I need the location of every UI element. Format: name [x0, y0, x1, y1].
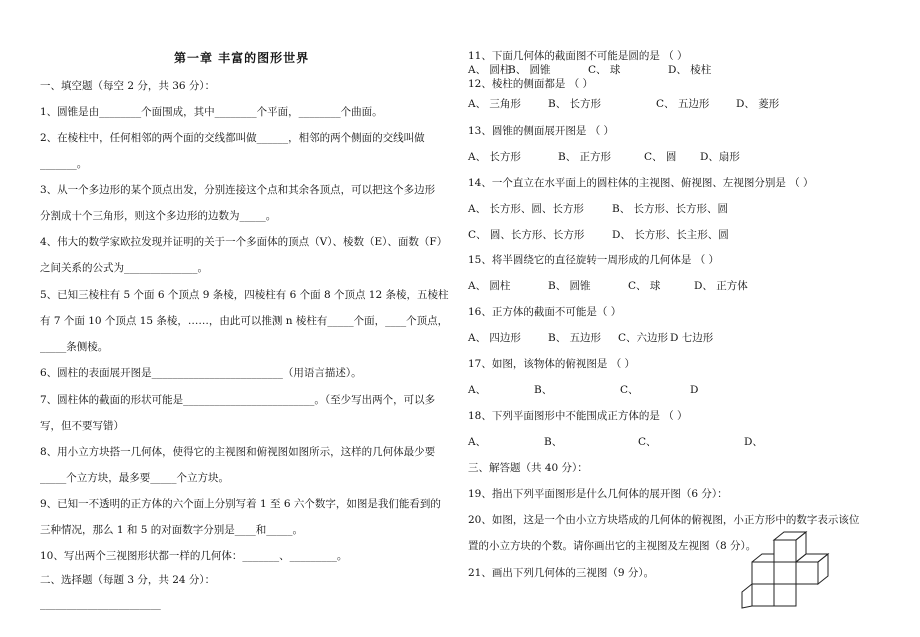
- option: C、: [620, 384, 639, 396]
- option: A、 长方形、圆、长方形: [468, 203, 584, 215]
- answer-options: [468, 64, 898, 77]
- left-line: _____条侧棱。: [40, 341, 109, 353]
- left-line: 三种情况，那么 1 和 5 的对面数字分别是____和_____。: [40, 524, 303, 536]
- option: B、 圆锥: [548, 280, 591, 292]
- option: D: [690, 384, 699, 396]
- option: D 七边形: [670, 332, 714, 344]
- answer-options: [468, 384, 898, 397]
- cube-stack-figure: [740, 528, 830, 610]
- option: C、六边形: [618, 332, 669, 344]
- left-line: 10、写出两个三视图形状都一样的几何体：_______、_________。: [40, 550, 348, 562]
- answer-options: [468, 151, 898, 164]
- right-line: 11、下面几何体的截面图不可能是圆的是 （ ）: [468, 50, 688, 62]
- option: B、 长方形、长方形、圆: [612, 203, 729, 215]
- option: B、 五边形: [548, 332, 602, 344]
- right-line: 16、正方体的截面不可能是（ ）: [468, 306, 622, 318]
- left-line: 5、已知三棱柱有 5 个面 6 个顶点 9 条棱，四棱柱有 6 个面 8 个顶点 12 条棱，五棱柱: [40, 289, 449, 301]
- option: A、 圆柱: [468, 64, 511, 76]
- option: C、 球: [628, 280, 661, 292]
- left-line: 写，但不要写错）: [40, 420, 124, 432]
- left-line: 一、填空题（每空 2 分，共 36 分）：: [40, 80, 216, 92]
- right-line: 12、棱柱的侧面都是 （ ）: [468, 78, 594, 90]
- right-line: 13、圆锥的侧面展开图是 （ ）: [468, 125, 615, 137]
- option: A、 长方形: [468, 151, 521, 163]
- option: D、扇形: [700, 151, 740, 163]
- option: D、 长方形、长主形、圆: [612, 229, 729, 241]
- option: C、 圆、长方形、长方形: [468, 229, 585, 241]
- right-line: 14、一个直立在水平面上的圆柱体的主视图、俯视图、左视图分别是 （ ）: [468, 177, 814, 189]
- option: A、 三角形: [468, 98, 521, 110]
- right-line: 21、画出下列几何体的三视图（9 分）。: [468, 567, 655, 579]
- left-line: 8、用小立方块搭一几何体，使得它的主视图和俯视图如图所示，这样的几何体最少要: [40, 446, 436, 458]
- left-line: 2、在棱柱中，任何相邻的两个面的交线都叫做______，相邻的两个侧面的交线叫做: [40, 132, 425, 144]
- answer-options: [468, 229, 898, 242]
- left-line: _______。: [40, 158, 88, 170]
- option: B、 正方形: [558, 151, 612, 163]
- option: C、: [638, 436, 657, 448]
- right-line: 18、下列平面图形中不能围成正方体的是 （ ）: [468, 410, 688, 422]
- left-line: _____个立方块，最多要_____个立方块。: [40, 472, 229, 484]
- option: A、 四边形: [468, 332, 521, 344]
- left-line: 二、选择题（每题 3 分，共 24 分）：: [40, 574, 216, 586]
- option: D、: [744, 436, 763, 448]
- left-line: _______________________: [40, 598, 161, 610]
- option: A、 圆柱: [468, 280, 511, 292]
- answer-options: [468, 203, 898, 216]
- option: B、 长方形: [548, 98, 602, 110]
- left-line: 6、圆柱的表面展开图是_________________________（用语言描述）。: [40, 367, 362, 379]
- right-line: 置的小立方块的个数。请你画出它的主视图及左视图（8 分）。: [468, 540, 757, 552]
- right-line: 17、如图，该物体的俯视图是 （ ）: [468, 358, 636, 370]
- option: C、 圆: [644, 151, 677, 163]
- left-line: 有 7 个面 10 个顶点 15 条棱，……，由此可以推测 n 棱柱有_____个面，____个顶点，: [40, 315, 449, 327]
- option: A、: [468, 436, 487, 448]
- option: B、: [534, 384, 553, 396]
- option: B、: [544, 436, 563, 448]
- option: D、 棱柱: [668, 64, 712, 76]
- answer-options: [468, 436, 898, 449]
- option: C、 球: [588, 64, 621, 76]
- right-line: 19、指出下列平面图形是什么几何体的展开图（6 分）：: [468, 488, 728, 500]
- left-line: 7、圆柱体的截面的形状可能是_________________________。（至少写出两个，可以多: [40, 394, 436, 406]
- option: C、 五边形: [656, 98, 710, 110]
- left-line: 9、已知一不透明的正方体的六个面上分别写着 1 至 6 六个数字，如图是我们能看到的: [40, 498, 441, 510]
- left-line: 4、伟大的数学家欧拉发现并证明的关于一个多面体的顶点（V）、棱数（E）、面数（F）: [40, 236, 448, 248]
- left-line: 之间关系的公式为______________。: [40, 262, 208, 274]
- left-line: 分割成十个三角形，则这个多边形的边数为_____。: [40, 210, 277, 222]
- left-line: 3、从一个多边形的某个顶点出发，分别连接这个点和其余各顶点，可以把这个多边形: [40, 184, 436, 196]
- option: A、: [468, 384, 487, 396]
- answer-options: [468, 332, 898, 345]
- right-line: 15、将半圆绕它的直径旋转一周形成的几何体是 （ ）: [468, 254, 720, 266]
- option: D、 菱形: [736, 98, 780, 110]
- right-line: 三、解答题（共 40 分）：: [468, 462, 588, 474]
- option: B、 圆锥: [508, 64, 551, 76]
- answer-options: [468, 280, 898, 293]
- page-title: 第一章 丰富的图形世界: [174, 51, 310, 65]
- left-line: 1、圆锥是由________个面围成，其中________个平面，________个曲面。: [40, 106, 383, 118]
- right-line: 20、如图，这是一个由小立方块塔成的几何体的俯视图，小正方形中的数字表示该位: [468, 514, 860, 526]
- answer-options: [468, 98, 898, 111]
- option: D、 正方体: [694, 280, 748, 292]
